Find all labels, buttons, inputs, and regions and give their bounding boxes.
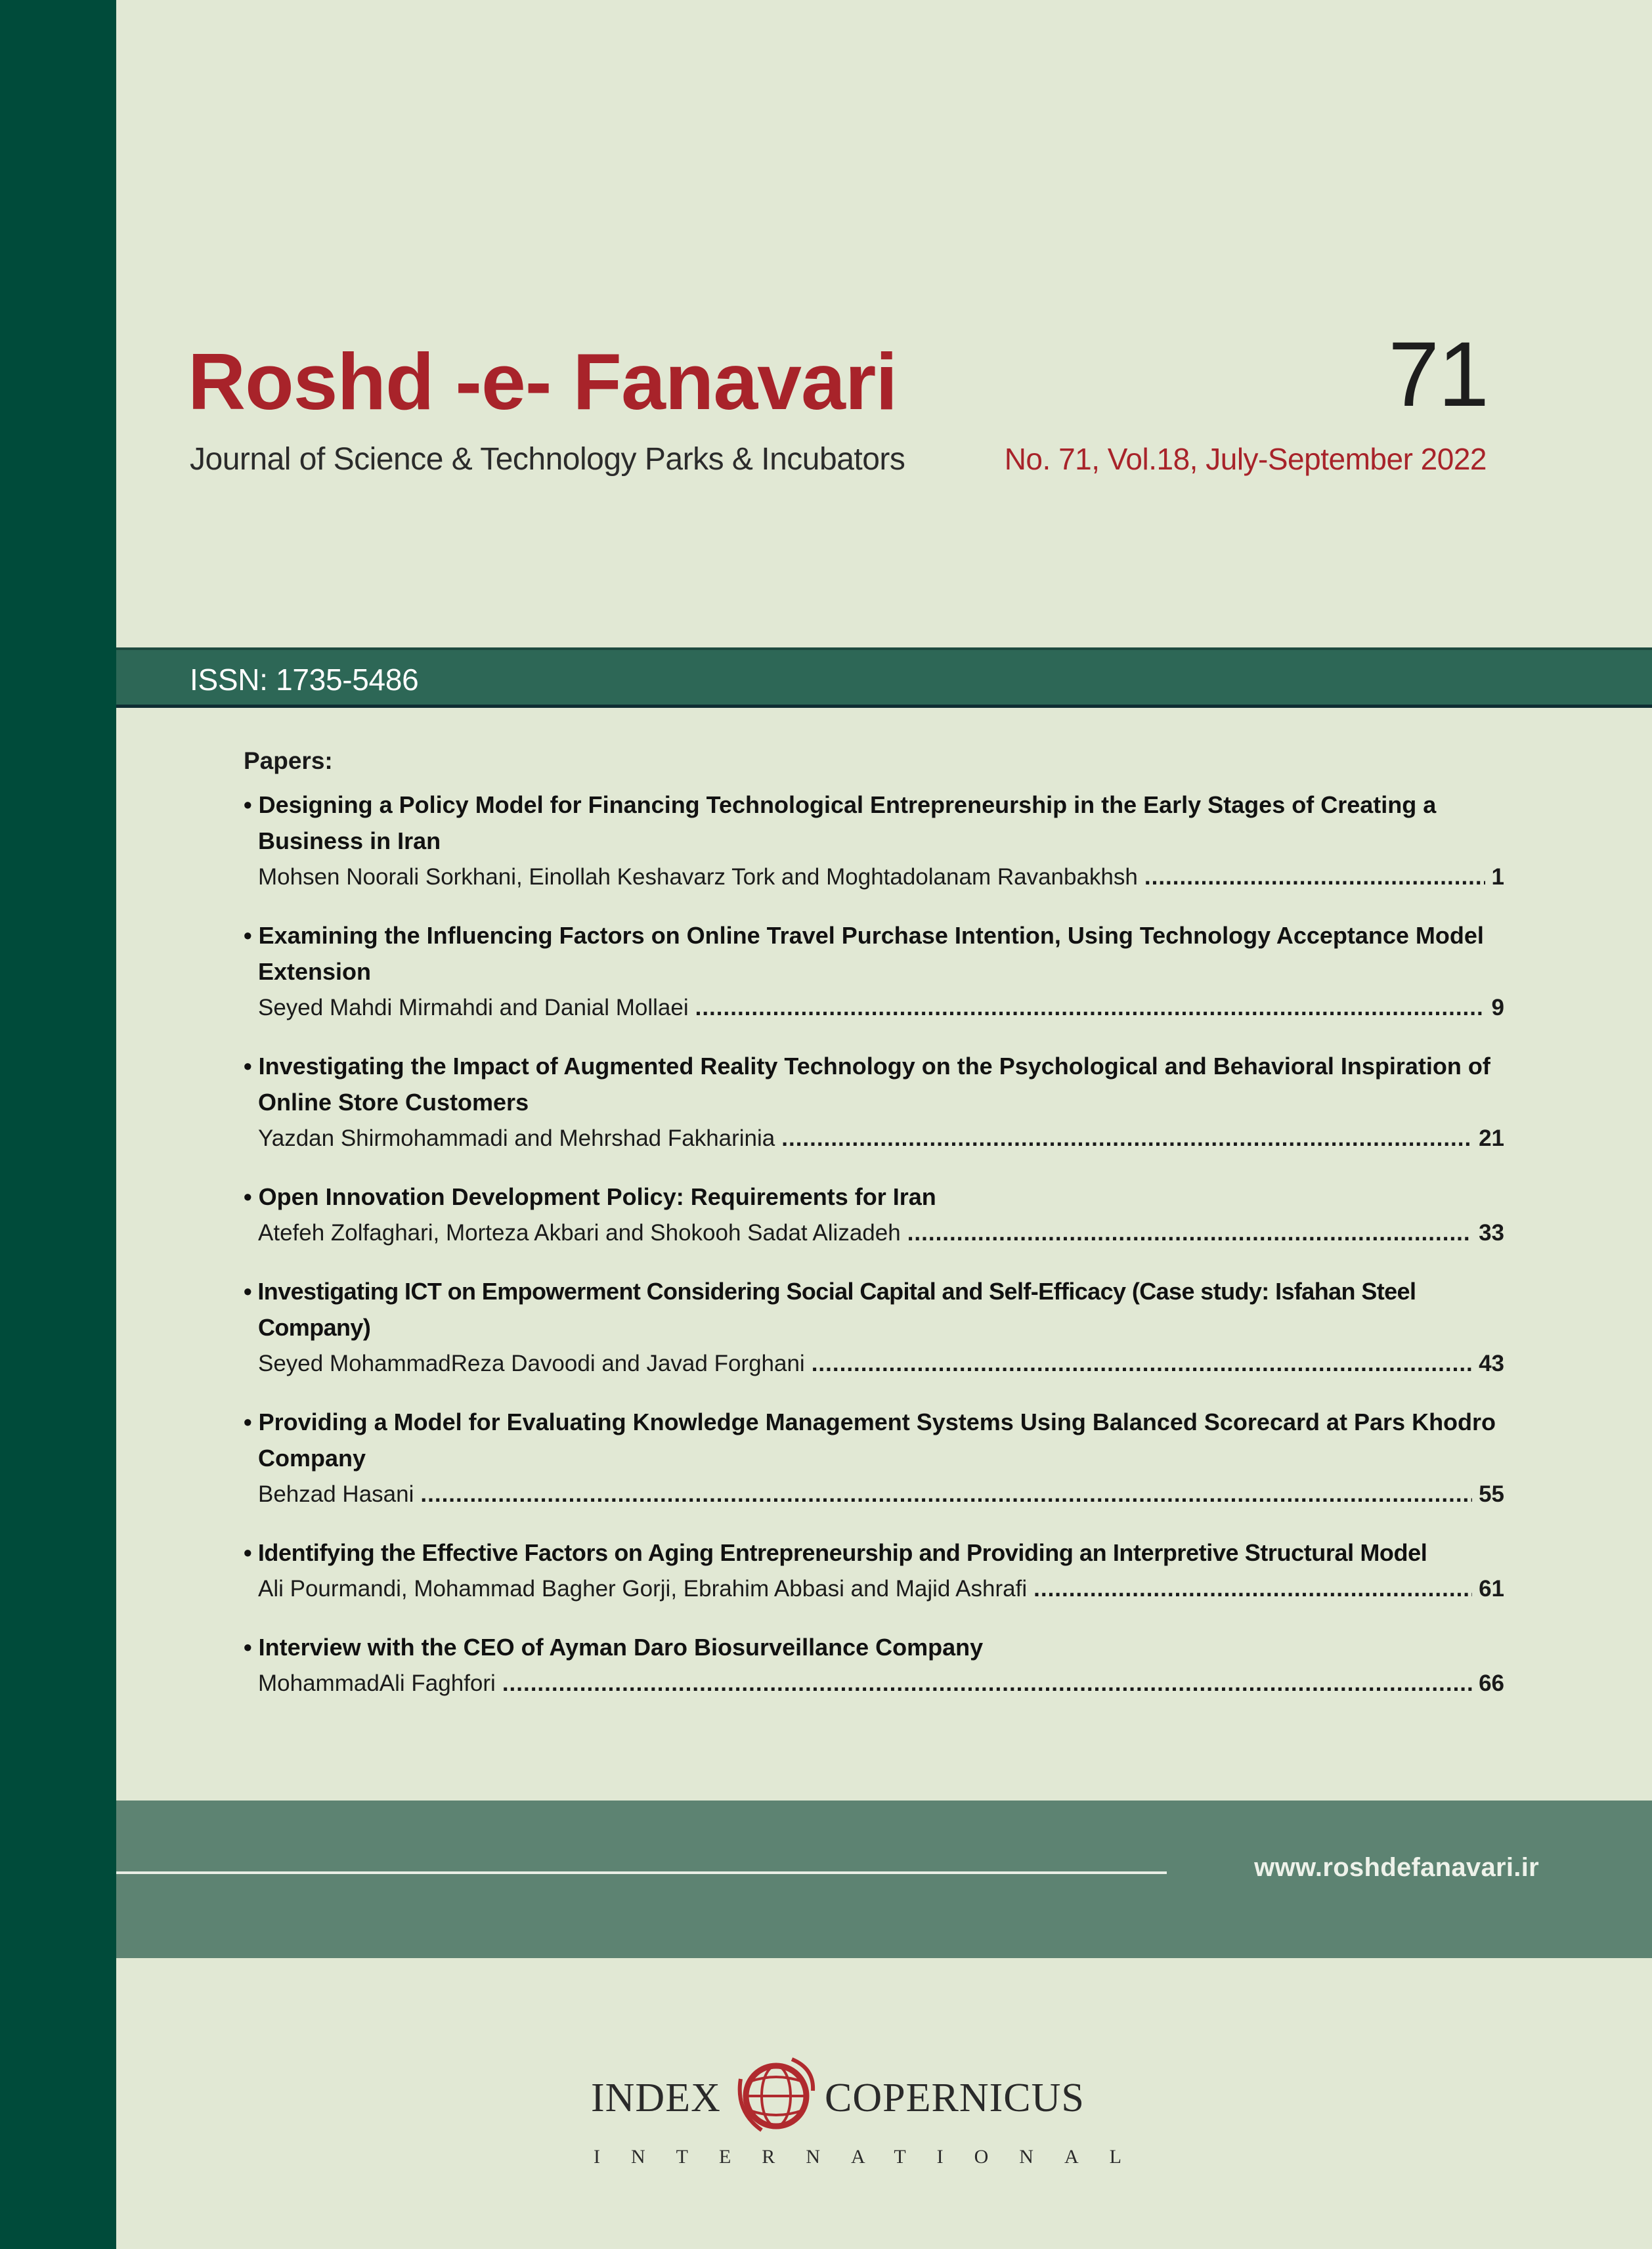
paper-page: 33 bbox=[1479, 1220, 1504, 1246]
paper-authors-row bbox=[244, 859, 1504, 895]
paper-page: 9 bbox=[1491, 995, 1504, 1020]
paper-title: • Designing a Policy Model for Financing Technological Entrepreneurship in the Early Stages of Creating a Business in Iran bbox=[244, 787, 1504, 859]
paper-authors: Atefeh Zolfaghari, Morteza Akbari and Shokooh Sadat Alizadeh bbox=[258, 1220, 901, 1246]
paper-authors-row bbox=[244, 1571, 1504, 1607]
dot-leader bbox=[502, 1665, 1472, 1701]
cover-spine bbox=[0, 0, 116, 2249]
toc-entry bbox=[244, 787, 1504, 895]
toc-entry bbox=[244, 1404, 1504, 1512]
paper-page: 66 bbox=[1479, 1670, 1504, 1696]
paper-authors: MohammadAli Faghfori bbox=[258, 1670, 496, 1696]
paper-authors: Seyed Mahdi Mirmahdi and Danial Mollaei bbox=[258, 995, 689, 1020]
table-of-contents bbox=[244, 747, 1504, 1724]
dot-leader bbox=[812, 1345, 1472, 1382]
journal-title: Roshd -e- Fanavari bbox=[188, 337, 898, 426]
paper-title: • Identifying the Effective Factors on Aging Entrepreneurship and Providing an Interpretive Structural Model bbox=[244, 1535, 1504, 1571]
toc-entry bbox=[244, 1535, 1504, 1607]
paper-authors-row bbox=[244, 1476, 1504, 1512]
paper-title: • Examining the Influencing Factors on Online Travel Purchase Intention, Using Technology Acceptance Model Extension bbox=[244, 917, 1504, 990]
paper-authors-row bbox=[244, 1120, 1504, 1156]
logo-word-copernicus: COPERNICUS bbox=[825, 2076, 1085, 2120]
toc-entry bbox=[244, 1048, 1504, 1156]
dot-leader bbox=[1144, 859, 1485, 895]
paper-page: 43 bbox=[1479, 1351, 1504, 1376]
journal-subtitle: Journal of Science & Technology Parks & Incubators bbox=[190, 442, 905, 477]
paper-authors: Yazdan Shirmohammadi and Mehrshad Fakharinia bbox=[258, 1125, 775, 1151]
paper-authors: Ali Pourmandi, Mohammad Bagher Gorji, Ebrahim Abbasi and Majid Ashrafi bbox=[258, 1576, 1028, 1602]
dot-leader bbox=[781, 1120, 1472, 1156]
dot-leader bbox=[907, 1215, 1472, 1251]
paper-authors: Seyed MohammadReza Davoodi and Javad Forghani bbox=[258, 1351, 805, 1376]
paper-authors-row bbox=[244, 1665, 1504, 1701]
paper-authors: Mohsen Noorali Sorkhani, Einollah Keshavarz Tork and Moghtadolanam Ravanbakhsh bbox=[258, 864, 1138, 890]
footer-band bbox=[116, 1801, 1652, 1958]
dot-leader bbox=[695, 990, 1485, 1026]
paper-page: 1 bbox=[1491, 864, 1504, 890]
toc-entry bbox=[244, 1179, 1504, 1251]
toc-entry bbox=[244, 917, 1504, 1026]
issn-band bbox=[116, 647, 1652, 708]
index-copernicus-logo bbox=[591, 2047, 1152, 2168]
toc-entry bbox=[244, 1273, 1504, 1382]
paper-page: 55 bbox=[1479, 1481, 1504, 1507]
paper-authors-row bbox=[244, 1345, 1504, 1382]
logo-tagline: INTERNATIONAL bbox=[594, 2146, 1152, 2168]
paper-page: 21 bbox=[1479, 1125, 1504, 1151]
globe-icon bbox=[729, 2053, 821, 2138]
toc-entry bbox=[244, 1629, 1504, 1701]
paper-page: 61 bbox=[1479, 1576, 1504, 1602]
paper-title: • Open Innovation Development Policy: Requirements for Iran bbox=[244, 1179, 1504, 1215]
paper-authors: Behzad Hasani bbox=[258, 1481, 414, 1507]
dot-leader bbox=[420, 1476, 1472, 1512]
paper-authors-row bbox=[244, 990, 1504, 1026]
paper-title: • Interview with the CEO of Ayman Daro Biosurveillance Company bbox=[244, 1629, 1504, 1665]
dot-leader bbox=[1033, 1571, 1472, 1607]
paper-authors-row bbox=[244, 1215, 1504, 1251]
toc-heading: Papers: bbox=[244, 747, 333, 774]
paper-title: • Investigating the Impact of Augmented Reality Technology on the Psychological and Behavioral Inspiration of Online Store Customers bbox=[244, 1048, 1504, 1120]
paper-title: • Investigating ICT on Empowerment Considering Social Capital and Self-Efficacy (Case study: Isfahan Steel Company) bbox=[244, 1273, 1504, 1345]
paper-title: • Providing a Model for Evaluating Knowledge Management Systems Using Balanced Scorecard at Pars Khodro Company bbox=[244, 1404, 1504, 1476]
footer-rule bbox=[116, 1871, 1167, 1874]
logo-word-index: INDEX bbox=[591, 2076, 721, 2120]
issue-details: No. 71, Vol.18, July-September 2022 bbox=[1004, 442, 1487, 476]
issue-number: 71 bbox=[1388, 322, 1488, 426]
issn-text: ISSN: 1735-5486 bbox=[190, 663, 419, 697]
website-link[interactable]: www.roshdefanavari.ir bbox=[1254, 1853, 1539, 1882]
